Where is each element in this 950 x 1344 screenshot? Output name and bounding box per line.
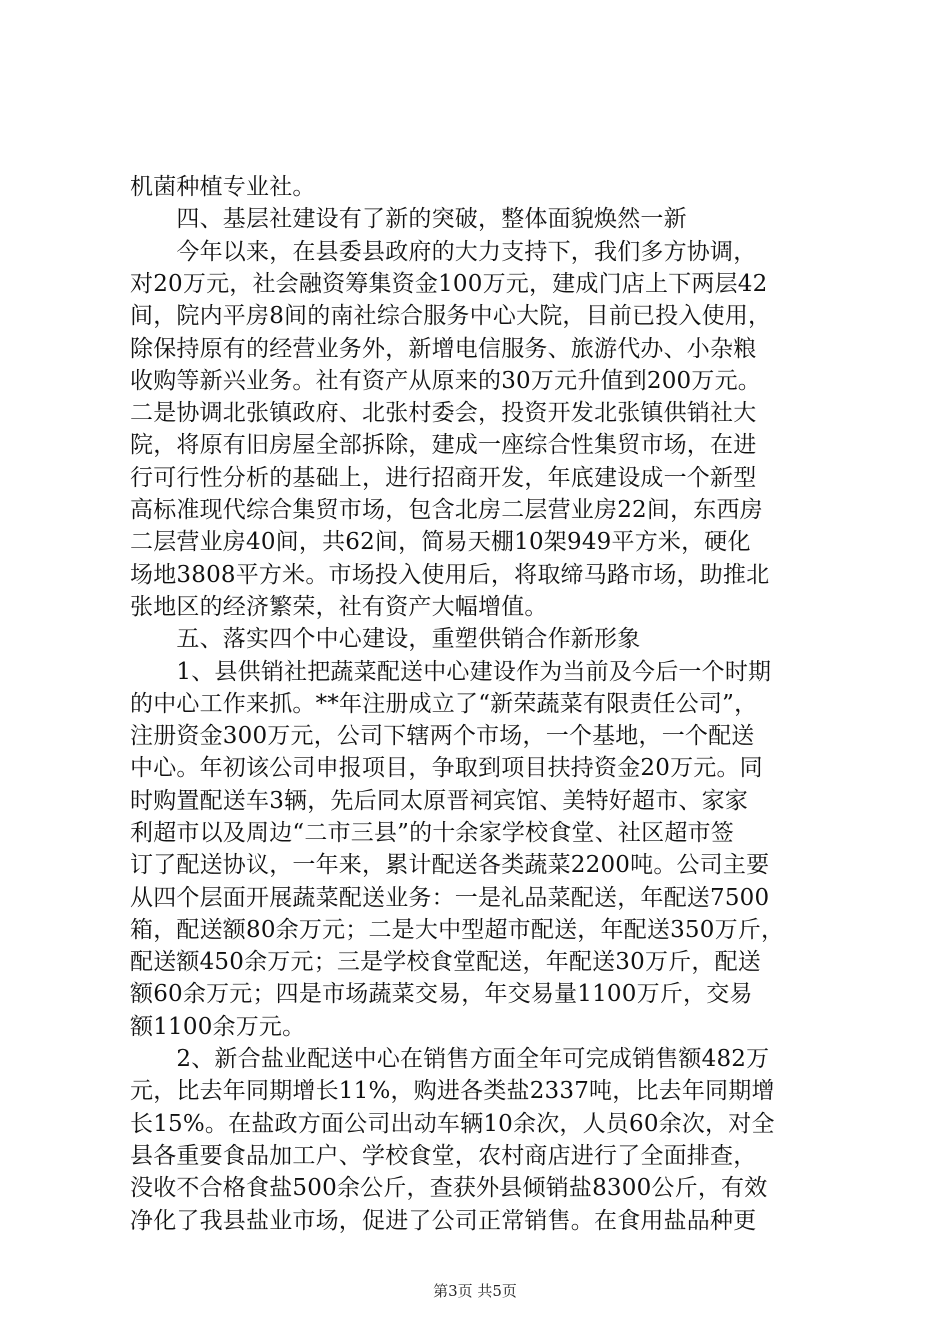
text-line: 高标准现代综合集贸市场，包含北房二层营业房22间，东西房 <box>130 497 763 523</box>
text-line: 的中心工作来抓。**年注册成立了“新荣蔬菜有限责任公司”， <box>130 691 758 717</box>
text-line: 收购等新兴业务。社有资产从原来的30万元升值到200万元。 <box>130 368 761 394</box>
text-line: 2、新合盐业配送中心在销售方面全年可完成销售额482万 <box>130 1046 770 1072</box>
text-line: 额60余万元；四是市场蔬菜交易，年交易量1100万斤，交易 <box>130 981 753 1007</box>
text-line: 对20万元，社会融资筹集资金100万元，建成门店上下两层42 <box>130 271 768 297</box>
text-line: 元，比去年同期增长11%，购进各类盐2337吨，比去年同期增 <box>130 1078 775 1104</box>
text-line: 额1100余万元。 <box>130 1014 306 1040</box>
text-line: 长15%。在盐政方面公司出动车辆10余次，人员60余次，对全 <box>130 1111 775 1137</box>
text-line: 场地3808平方米。市场投入使用后，将取缔马路市场，助推北 <box>130 562 770 588</box>
text-line: 订了配送协议，一年来，累计配送各类蔬菜2200吨。公司主要 <box>130 852 770 878</box>
text-line: 配送额450余万元；三是学校食堂配送，年配送30万斤，配送 <box>130 949 761 975</box>
text-line: 张地区的经济繁荣，社有资产大幅增值。 <box>130 594 548 620</box>
text-line: 县各重要食品加工户、学校食堂，农村商店进行了全面排查， <box>130 1143 757 1169</box>
text-line: 除保持原有的经营业务外，新增电信服务、旅游代办、小杂粮 <box>130 336 757 362</box>
text-line: 箱，配送额80余万元；二是大中型超市配送，年配送350万斤， <box>130 917 785 943</box>
text-line: 间，院内平房8间的南社综合服务中心大院，目前已投入使用， <box>130 303 772 329</box>
text-line: 时购置配送车3辆，先后同太原晋祠宾馆、美特好超市、家家 <box>130 788 749 814</box>
text-line: 没收不合格食盐500余公斤，查获外县倾销盐8300公斤，有效 <box>130 1175 768 1201</box>
text-line: 二是协调北张镇政府、北张村委会，投资开发北张镇供销社大 <box>130 400 757 426</box>
page-footer: 第3页 共5页 <box>433 1282 517 1300</box>
text-line: 机菌种植专业社。 <box>130 174 316 200</box>
text-line: 行可行性分析的基础上，进行招商开发，年底建设成一个新型 <box>130 465 757 491</box>
text-line: 二层营业房40间，共62间，简易天棚10架949平方米，硬化 <box>130 529 751 555</box>
text-line: 从四个层面开展蔬菜配送业务：一是礼品菜配送，年配送7500 <box>130 885 770 911</box>
text-line: 利超市以及周边“二市三县”的十余家学校食堂、社区超市签 <box>130 820 734 846</box>
text-line: 净化了我县盐业市场，促进了公司正常销售。在食用盐品种更 <box>130 1208 757 1234</box>
text-line: 注册资金300万元，公司下辖两个市场，一个基地，一个配送 <box>130 723 755 749</box>
text-line: 四、基层社建设有了新的突破，整体面貌焕然一新 <box>130 206 687 232</box>
text-line: 中心。年初该公司申报项目，争取到项目扶持资金20万元。同 <box>130 755 763 781</box>
text-line: 今年以来，在县委县政府的大力支持下，我们多方协调， <box>130 239 757 265</box>
text-line: 1、县供销社把蔬菜配送中心建设作为当前及今后一个时期 <box>130 659 772 685</box>
text-line: 院，将原有旧房屋全部拆除，建成一座综合性集贸市场，在进 <box>130 432 757 458</box>
text-line: 五、落实四个中心建设，重塑供销合作新形象 <box>130 626 641 652</box>
